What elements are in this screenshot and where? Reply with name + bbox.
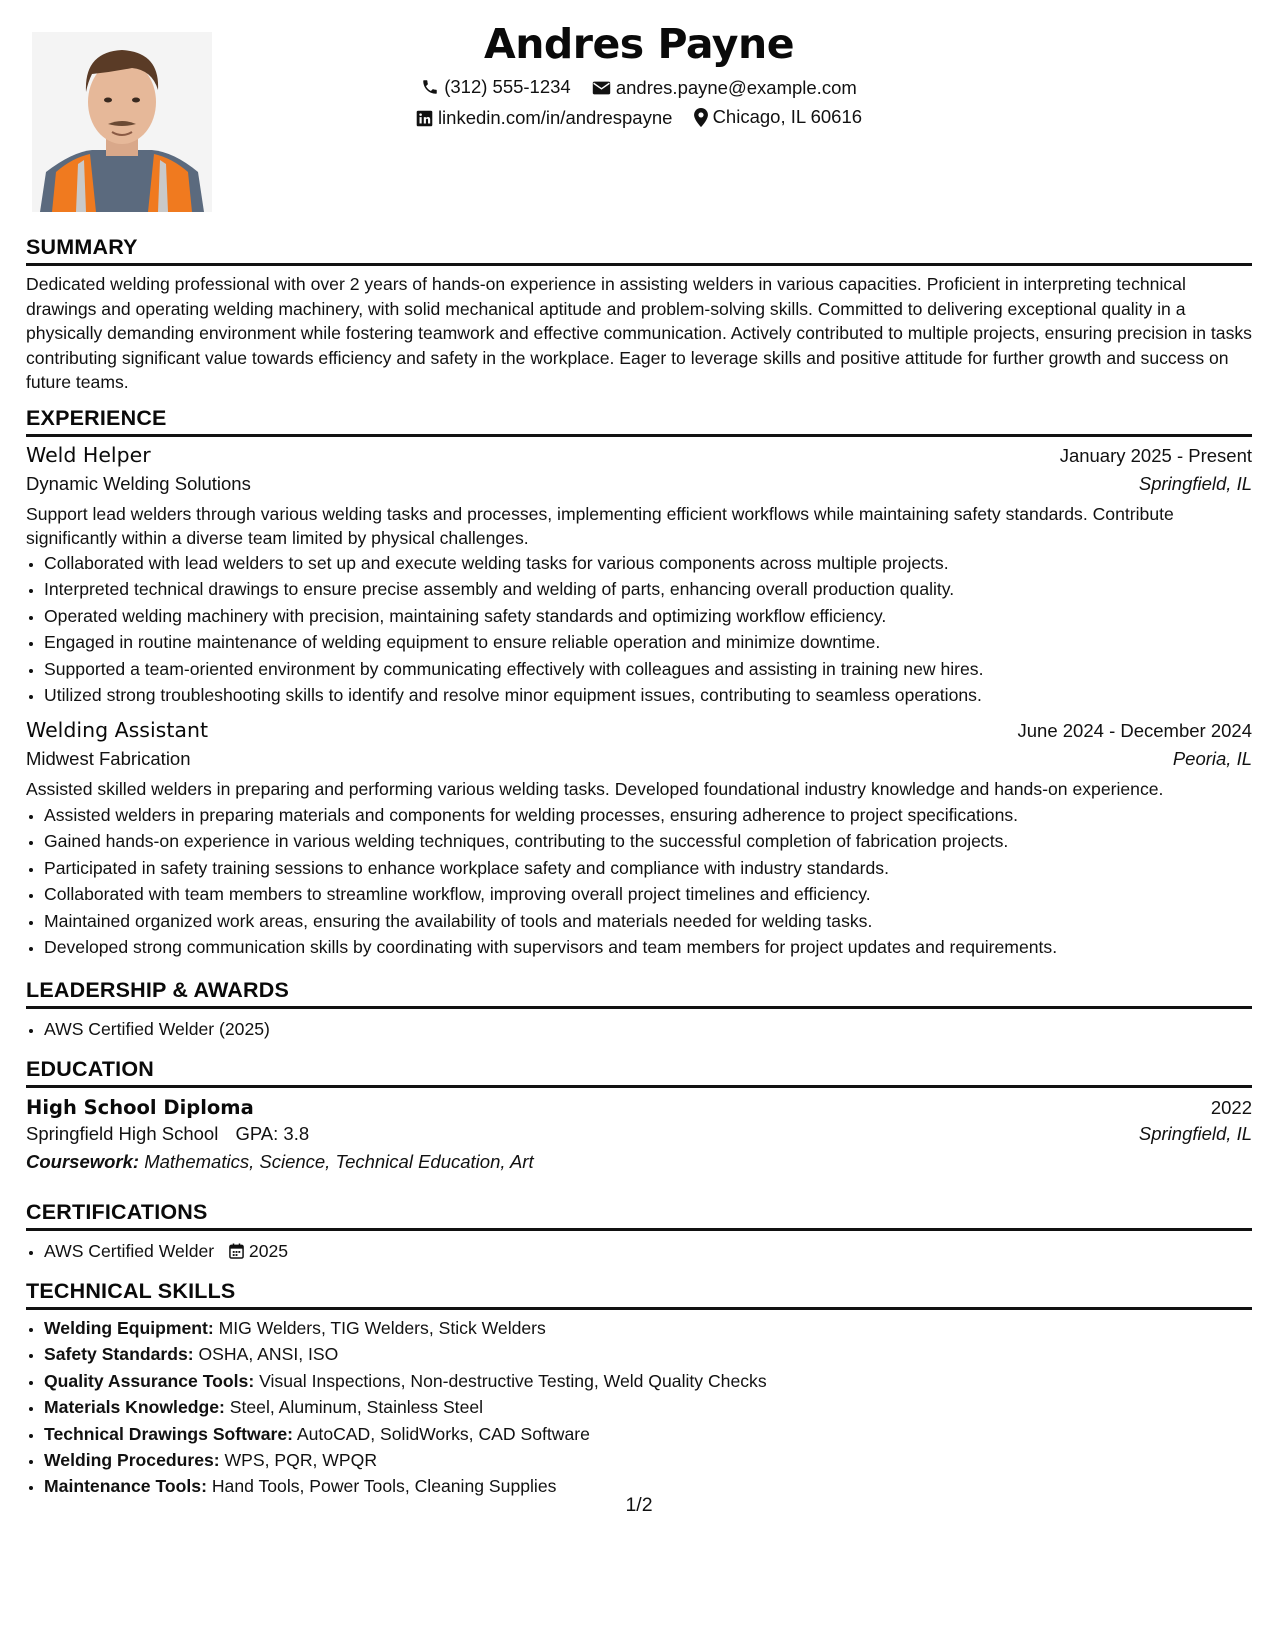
experience-heading: EXPERIENCE [26, 405, 1252, 437]
summary-section [26, 234, 1252, 395]
leadership-section [26, 977, 1252, 1042]
coursework-text: Mathematics, Science, Technical Education, Art [144, 1151, 534, 1172]
skill-values: Hand Tools, Power Tools, Cleaning Supplies [211, 1476, 557, 1497]
list-item: • Supported a team-oriented environment by communicating effectively with colleagues and assisting in training new hires. [44, 656, 1252, 682]
envelope-icon [592, 80, 611, 96]
list-item: • Collaborated with team members to streamline workflow, improving overall project timelines and efficiency. [44, 881, 1252, 907]
job-description: Assisted skilled welders in preparing and performing various welding tasks. Developed foundational industry knowledge and hands-on experience. [26, 779, 1164, 800]
linkedin-icon [416, 110, 433, 127]
list-item [44, 1315, 1252, 1341]
job-dates: June 2024 - December 2024 [1017, 720, 1252, 742]
list-item: • Developed strong communication skills by coordinating with supervisors and team members for project updates and requirements. [44, 934, 1252, 960]
job-entry [26, 443, 1252, 708]
list-item: • Collaborated with lead welders to set up and execute welding tasks for various components across multiple projects. [44, 550, 1252, 576]
list-item: • Engaged in routine maintenance of welding equipment to ensure reliable operation and minimize downtime. [44, 629, 1252, 655]
job-title: Welding Assistant [26, 718, 208, 743]
summary-heading: SUMMARY [26, 234, 1252, 266]
skill-category: Quality Assurance Tools: [44, 1370, 255, 1391]
skill-category: Welding Equipment: [44, 1318, 214, 1338]
phone-icon [421, 78, 439, 96]
school-line [26, 1123, 309, 1145]
skill-values: WPS, PQR, WPQR [224, 1450, 378, 1471]
skills-heading: TECHNICAL SKILLS [26, 1278, 1252, 1310]
education-subheader [26, 1123, 1252, 1145]
job-subheader [26, 748, 1252, 770]
skill-values: MIG Welders, TIG Welders, Stick Welders [218, 1318, 546, 1338]
skills-section [26, 1278, 1252, 1500]
list-item: • Assisted welders in preparing materials and components for welding processes, ensuring adherence to project specifications. [44, 802, 1252, 828]
experience-section [26, 405, 1252, 960]
job-company: Midwest Fabrication [26, 748, 191, 770]
skill-category: Technical Drawings Software: [44, 1423, 293, 1444]
job-bullets [26, 802, 1252, 960]
candidate-name: Andres Payne [483, 20, 795, 68]
phone-text: (312) 555-1234 [444, 76, 571, 97]
education-heading: EDUCATION [26, 1056, 1252, 1088]
school-name: Springfield High School [26, 1123, 219, 1144]
skill-values: AutoCAD, SolidWorks, CAD Software [296, 1423, 590, 1444]
list-item [44, 1341, 1252, 1367]
education-section [26, 1056, 1252, 1173]
job-entry [26, 718, 1252, 960]
degree: High School Diploma [26, 1096, 254, 1119]
school-location: Springfield, IL [1138, 1123, 1252, 1144]
education-header [26, 1096, 1252, 1119]
skills-list [26, 1315, 1252, 1500]
coursework-label: Coursework: [26, 1151, 140, 1172]
job-title: Weld Helper [26, 443, 151, 467]
page-number: 1/2 [625, 1494, 653, 1516]
email-text: andres.payne@example.com [615, 77, 857, 98]
contact-row-1 [26, 76, 1252, 101]
gpa: GPA: 3.8 [235, 1123, 310, 1144]
calendar-icon [229, 1243, 244, 1259]
cert-name: AWS Certified Welder [44, 1241, 215, 1261]
leadership-heading: LEADERSHIP & AWARDS [26, 977, 1252, 1009]
certifications-heading: CERTIFICATIONS [26, 1199, 1252, 1231]
skill-category: Welding Procedures: [44, 1450, 220, 1471]
list-item: • Gained hands-on experience in various welding techniques, contributing to the successful completion of fabrication projects. [44, 828, 1252, 854]
job-dates: January 2025 - Present [1059, 445, 1252, 466]
summary-text: Dedicated welding professional with over 2 years of hands-on experience in assisting welders in various capacities. Proficient in interpreting technical drawings and operating welding machinery, with solid mechanical aptitude and problem-solving skills. Committed to delivering exceptional quality in a physically demanding environment while fostering teamwork and effective communication. Actively contributed to multiple projects, ensuring precision in tasks contributing significant value towards efficiency and safety in the workplace. Eager to leverage skills and positive attitude for further growth and success on future teams. [26, 274, 1252, 392]
list-item [44, 1447, 1252, 1473]
list-item [44, 1421, 1252, 1447]
job-header [26, 443, 1252, 467]
map-pin-icon [694, 108, 708, 127]
skill-values: Visual Inspections, Non-destructive Testing, Weld Quality Checks [259, 1370, 767, 1391]
certifications-section [26, 1199, 1252, 1264]
leadership-list [26, 1016, 1252, 1042]
email-item[interactable] [592, 77, 857, 99]
list-item: • Operated welding machinery with precision, maintaining safety standards and optimizing workflow efficiency. [44, 603, 1252, 629]
linkedin-item[interactable] [416, 107, 672, 129]
list-item: • Maintained organized work areas, ensuring the availability of tools and materials needed for welding tasks. [44, 908, 1252, 934]
job-subheader [26, 473, 1252, 495]
skill-category: Maintenance Tools: [44, 1476, 207, 1497]
skill-values: Steel, Aluminum, Stainless Steel [229, 1397, 484, 1418]
job-header [26, 718, 1252, 742]
list-item [44, 1394, 1252, 1420]
certifications-list [26, 1238, 1252, 1264]
cert-year: 2025 [248, 1241, 289, 1261]
phone-item[interactable] [421, 76, 571, 98]
job-location: Springfield, IL [1138, 473, 1252, 494]
job-description: Support lead welders through various welding tasks and processes, implementing efficient workflows while maintaining safety standards. Contribute significantly within a diverse team limited by physical challenges. [26, 504, 1174, 548]
list-item [44, 1238, 1252, 1264]
location-text: Chicago, IL 60616 [712, 106, 863, 127]
job-bullets [26, 550, 1252, 708]
list-item: • Participated in safety training sessions to enhance workplace safety and compliance with industry standards. [44, 855, 1252, 881]
skill-category: Safety Standards: [44, 1344, 194, 1365]
list-item: • AWS Certified Welder (2025) [44, 1016, 1252, 1042]
job-company: Dynamic Welding Solutions [26, 473, 251, 494]
list-item: • Utilized strong troubleshooting skills to identify and resolve minor equipment issues, contributing to seamless operations. [44, 682, 1252, 708]
location-item [694, 106, 862, 128]
skill-values: OSHA, ANSI, ISO [198, 1344, 339, 1365]
skill-category: Materials Knowledge: [44, 1397, 225, 1418]
list-item: • Interpreted technical drawings to ensure precise assembly and welding of parts, enhancing overall production quality. [44, 576, 1252, 602]
job-location: Peoria, IL [1172, 748, 1252, 770]
coursework [26, 1151, 1252, 1173]
education-year: 2022 [1210, 1097, 1252, 1118]
contact-row-2 [26, 106, 1252, 132]
list-item [44, 1368, 1252, 1394]
linkedin-text: linkedin.com/in/andrespayne [437, 107, 673, 128]
